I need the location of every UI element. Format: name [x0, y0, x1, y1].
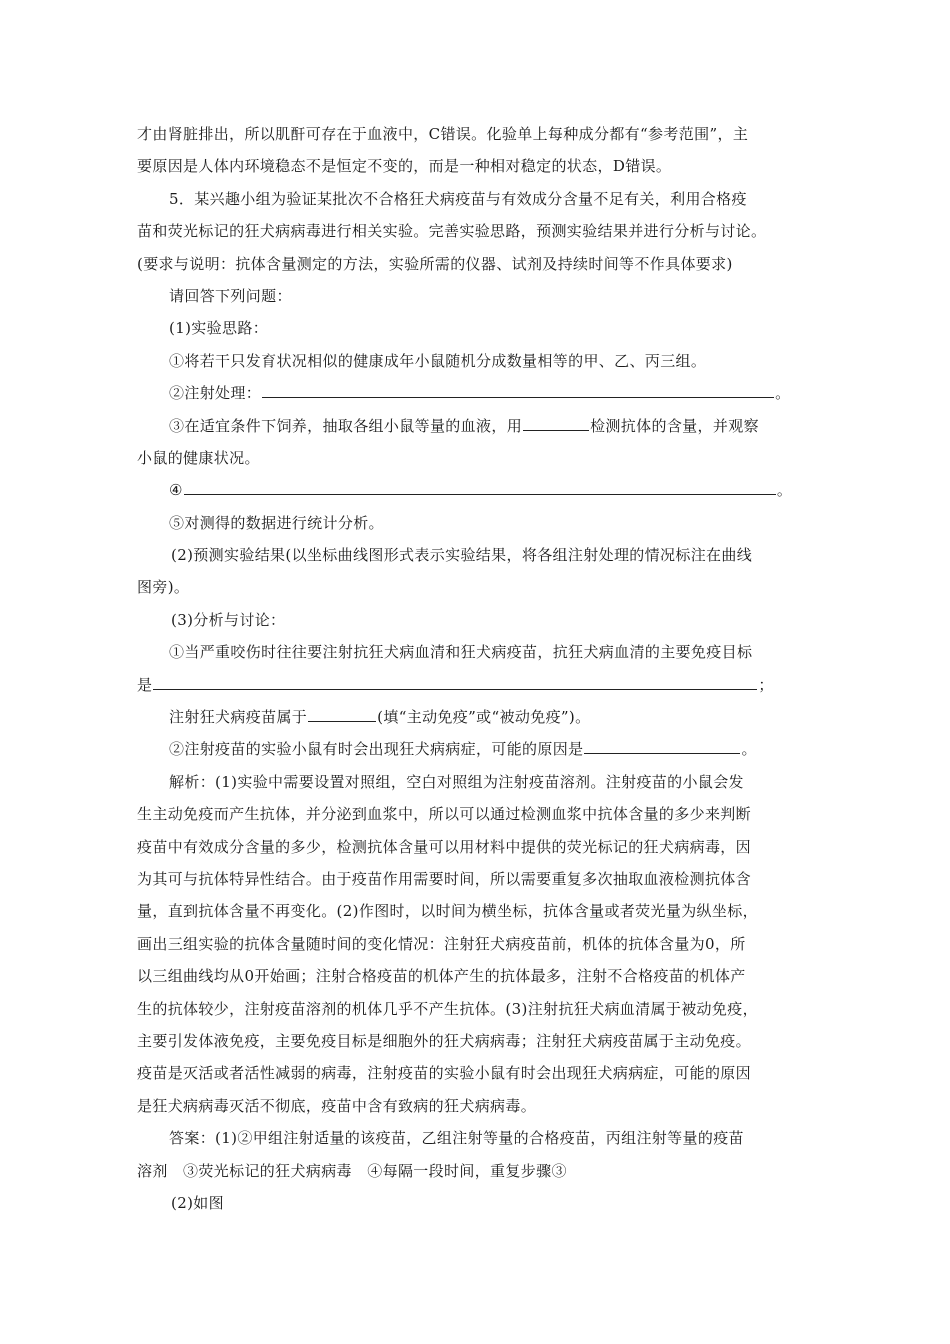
subquestion-1-heading: (1)实验思路：	[169, 319, 269, 338]
step-3	[137, 410, 827, 442]
punctuation: 。	[776, 481, 793, 500]
discussion-1: ①当严重咬伤时往往要注射抗狂犬病血清和狂犬病疫苗，抗狂犬病血清的主要免疫目标	[169, 643, 753, 662]
answer-line: 溶剂 ③荧光标记的狂犬病病毒 ④每隔一段时间，重复步骤③	[137, 1161, 567, 1180]
discussion-1-vaccine-type	[137, 701, 827, 733]
step-2	[137, 377, 827, 409]
vaccine-type-text: 注射狂犬病疫苗属于	[169, 708, 308, 727]
analysis-line: 以三组曲线均从0开始画；注射合格疫苗的机体产生的抗体最多，注射不合格疫苗的机体产	[137, 967, 746, 986]
step-4-label: ④	[169, 481, 183, 500]
step-2-label: ②注射处理：	[169, 384, 262, 403]
text-line: 要原因是人体内环境稳态不是恒定不变的，而是一种相对稳定的状态，D错误。	[137, 157, 672, 176]
analysis-line: 疫苗中有效成分含量的多少，检测抗体含量可以用材料中提供的荧光标记的狂犬病病毒，因	[137, 837, 752, 856]
vaccine-type-hint: (填“主动免疫”或“被动免疫”)。	[377, 708, 591, 727]
text-line: (要求与说明：抗体含量测定的方法，实验所需的仪器、试剂及持续时间等不作具体要求)	[137, 254, 733, 273]
answer-blank-immune-target[interactable]	[153, 670, 757, 690]
subquestion-3-heading: (3)分析与讨论：	[171, 610, 286, 629]
step-1: ①将若干只发育状况相似的健康成年小鼠随机分成数量相等的甲、乙、丙三组。	[169, 351, 707, 370]
discussion-1-prefix: 是	[137, 675, 153, 694]
question-5-stem: 5．某兴趣小组为验证某批次不合格狂犬病疫苗与有效成分含量不足有关，利用合格疫	[169, 189, 747, 208]
prompt-line: 请回答下列问题：	[169, 286, 292, 305]
analysis-line: 是狂犬病病毒灭活不彻底，疫苗中含有致病的狂犬病病毒。	[137, 1096, 537, 1115]
analysis-line: 生主动免疫而产生抗体，并分泌到血浆中，所以可以通过检测血浆中抗体含量的多少来判断	[137, 805, 752, 824]
step-4	[137, 474, 827, 506]
discussion-2	[137, 733, 827, 765]
answer-blank-step-4[interactable]	[184, 475, 776, 495]
answer-figure-ref: (2)如图	[171, 1193, 224, 1212]
analysis-line: 画出三组实验的抗体含量随时间的变化情况：注射狂犬病疫苗前，机体的抗体含量为0，所	[137, 934, 746, 953]
text-line: 苗和荧光标记的狂犬病病毒进行相关实验。完善实验思路，预测实验结果并进行分析与讨论。	[137, 222, 767, 241]
answer-blank-reason[interactable]	[584, 734, 740, 754]
text-line: 小鼠的健康状况。	[137, 448, 260, 467]
punctuation: ；	[758, 675, 774, 694]
analysis-line: 量，直到抗体含量不再变化。(2)作图时，以时间为横坐标，抗体含量或者荧光量为纵坐标，	[137, 902, 758, 921]
discussion-2-text: ②注射疫苗的实验小鼠有时会出现狂犬病病症，可能的原因是	[169, 740, 584, 759]
analysis-start: 解析：(1)实验中需要设置对照组，空白对照组为注射疫苗溶剂。注射疫苗的小鼠会发	[169, 772, 744, 791]
punctuation: 。	[741, 740, 757, 759]
step-3-text-tail: 检测抗体的含量，并观察	[590, 416, 759, 435]
analysis-line: 生的抗体较少，注射疫苗溶剂的机体几乎不产生抗体。(3)注射抗狂犬病血清属于被动免疫，	[137, 999, 758, 1018]
step-3-text: ③在适宜条件下饲养，抽取各组小鼠等量的血液，用	[169, 416, 523, 435]
discussion-1-target	[137, 669, 827, 701]
text-line: 才由肾脏排出，所以肌酐可存在于血液中，C错误。化验单上每种成分都有“参考范围”，主	[137, 125, 749, 143]
answer-blank-immunity-type[interactable]	[308, 702, 376, 722]
subquestion-2: (2)预测实验结果(以坐标曲线图形式表示实验结果，将各组注射处理的情况标注在曲线	[171, 546, 753, 565]
punctuation: 。	[775, 384, 791, 403]
analysis-line: 为其可与抗体特异性结合。由于疫苗作用需要时间，所以需要重复多次抽取血液检测抗体含	[137, 869, 752, 888]
answer-blank-injection[interactable]	[262, 378, 774, 398]
document-body	[137, 118, 827, 1219]
step-5: ⑤对测得的数据进行统计分析。	[169, 513, 384, 532]
text-line: 图旁)。	[137, 578, 190, 597]
analysis-line: 主要引发体液免疫，主要免疫目标是细胞外的狂犬病病毒；注射狂犬病疫苗属于主动免疫。	[137, 1031, 752, 1050]
answer-start: 答案：(1)②甲组注射适量的该疫苗，乙组注射等量的合格疫苗，丙组注射等量的疫苗	[169, 1129, 744, 1148]
analysis-line: 疫苗是灭活或者活性减弱的病毒，注射疫苗的实验小鼠有时会出现狂犬病病症，可能的原因	[137, 1064, 752, 1083]
answer-blank-antibody-reagent[interactable]	[523, 411, 589, 431]
